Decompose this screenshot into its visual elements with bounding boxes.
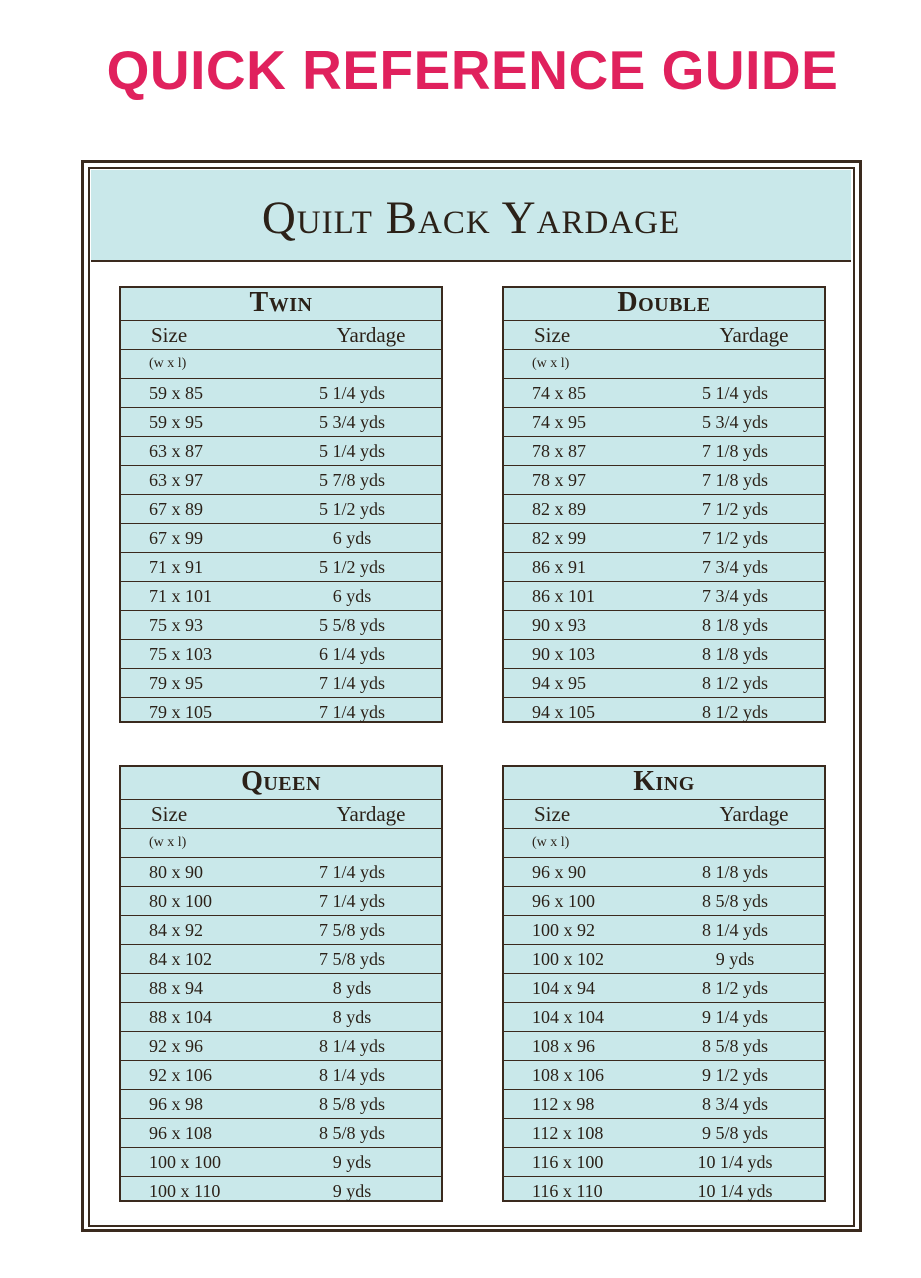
yardage-column-header: Yardage xyxy=(719,802,789,826)
table-row xyxy=(121,1177,441,1206)
yardage-cell: 5 1/2 yds xyxy=(318,557,385,577)
size-column-header: Size xyxy=(151,323,188,347)
yardage-cell: 7 3/4 yds xyxy=(701,586,768,606)
table-row xyxy=(504,1090,824,1119)
table-row xyxy=(504,669,824,698)
king-table xyxy=(502,765,826,1202)
table-header-row xyxy=(504,321,824,350)
yardage-cell: 5 5/8 yds xyxy=(318,615,385,635)
yardage-cell: 7 1/8 yds xyxy=(701,441,768,461)
table-row xyxy=(504,466,824,495)
yardage-cell: 5 3/4 yds xyxy=(318,412,385,432)
dimension-note-row xyxy=(504,350,824,379)
size-cell: 104 x 104 xyxy=(532,1007,604,1027)
size-cell: 108 x 96 xyxy=(532,1036,595,1056)
size-cell: 80 x 100 xyxy=(149,891,212,911)
size-cell: 78 x 87 xyxy=(532,441,586,461)
table-row xyxy=(121,524,441,553)
table-row xyxy=(504,945,824,974)
double-table-title: Double xyxy=(504,288,824,321)
yardage-cell: 6 yds xyxy=(332,586,372,606)
title-banner xyxy=(91,170,851,262)
yardage-cell: 8 3/4 yds xyxy=(701,1094,768,1114)
yardage-column-header: Yardage xyxy=(336,802,406,826)
table-row xyxy=(504,437,824,466)
dimension-note: (w x l) xyxy=(532,356,570,371)
size-cell: 94 x 95 xyxy=(532,673,586,693)
size-cell: 75 x 93 xyxy=(149,615,203,635)
size-cell: 92 x 106 xyxy=(149,1065,212,1085)
table-row xyxy=(504,379,824,408)
size-cell: 63 x 97 xyxy=(149,470,203,490)
table-row xyxy=(121,858,441,887)
page-heading: QUICK REFERENCE GUIDE xyxy=(106,39,839,101)
table-row xyxy=(121,379,441,408)
size-cell: 82 x 99 xyxy=(532,528,586,548)
yardage-cell: 8 yds xyxy=(332,978,372,998)
table-row xyxy=(121,1061,441,1090)
size-cell: 75 x 103 xyxy=(149,644,212,664)
size-cell: 84 x 102 xyxy=(149,949,212,969)
table-row xyxy=(504,887,824,916)
size-cell: 96 x 108 xyxy=(149,1123,212,1143)
yardage-cell: 7 5/8 yds xyxy=(318,949,385,969)
dimension-note: (w x l) xyxy=(149,356,187,371)
table-row xyxy=(121,553,441,582)
size-cell: 116 x 100 xyxy=(532,1152,604,1172)
table-header-row xyxy=(504,800,824,829)
yardage-cell: 7 1/4 yds xyxy=(318,862,385,882)
table-row xyxy=(504,582,824,611)
table-row xyxy=(121,437,441,466)
table-row xyxy=(504,408,824,437)
size-cell: 88 x 104 xyxy=(149,1007,212,1027)
size-cell: 67 x 89 xyxy=(149,499,203,519)
twin-table xyxy=(119,286,443,723)
dimension-note: (w x l) xyxy=(532,835,570,850)
table-row xyxy=(121,611,441,640)
size-cell: 78 x 97 xyxy=(532,470,586,490)
size-cell: 100 x 100 xyxy=(149,1152,221,1172)
table-row xyxy=(121,495,441,524)
table-row xyxy=(504,1177,824,1206)
table-row xyxy=(121,1003,441,1032)
yardage-cell: 7 1/4 yds xyxy=(318,702,385,722)
size-cell: 86 x 91 xyxy=(532,557,586,577)
size-column-header: Size xyxy=(151,802,188,826)
table-row xyxy=(121,669,441,698)
yardage-cell: 9 yds xyxy=(715,949,755,969)
yardage-cell: 8 5/8 yds xyxy=(701,1036,768,1056)
yardage-cell: 5 1/4 yds xyxy=(318,441,385,461)
table-row xyxy=(121,1148,441,1177)
yardage-cell: 9 1/4 yds xyxy=(701,1007,768,1027)
size-cell: 90 x 93 xyxy=(532,615,586,635)
table-row xyxy=(504,524,824,553)
table-row xyxy=(121,1032,441,1061)
yardage-cell: 7 3/4 yds xyxy=(701,557,768,577)
yardage-cell: 8 yds xyxy=(332,1007,372,1027)
size-cell: 71 x 101 xyxy=(149,586,212,606)
size-cell: 59 x 85 xyxy=(149,383,203,403)
yardage-cell: 7 1/4 yds xyxy=(318,673,385,693)
yardage-cell: 6 yds xyxy=(332,528,372,548)
yardage-cell: 7 1/2 yds xyxy=(701,528,768,548)
size-cell: 112 x 98 xyxy=(532,1094,595,1114)
twin-table-title: Twin xyxy=(121,288,441,321)
size-cell: 63 x 87 xyxy=(149,441,203,461)
table-row xyxy=(121,1119,441,1148)
table-row xyxy=(504,1003,824,1032)
yardage-cell: 8 1/4 yds xyxy=(318,1065,385,1085)
size-cell: 86 x 101 xyxy=(532,586,595,606)
table-row xyxy=(121,640,441,669)
yardage-cell: 8 1/2 yds xyxy=(701,702,768,722)
dimension-note: (w x l) xyxy=(149,835,187,850)
table-row xyxy=(121,945,441,974)
size-cell: 100 x 102 xyxy=(532,949,604,969)
double-table xyxy=(502,286,826,723)
size-cell: 100 x 92 xyxy=(532,920,595,940)
table-row xyxy=(504,1061,824,1090)
table-row xyxy=(504,1032,824,1061)
table-row xyxy=(121,582,441,611)
table-row xyxy=(504,611,824,640)
yardage-cell: 7 5/8 yds xyxy=(318,920,385,940)
table-row xyxy=(121,1090,441,1119)
table-row xyxy=(121,916,441,945)
yardage-cell: 9 yds xyxy=(332,1181,372,1201)
yardage-cell: 8 1/8 yds xyxy=(701,862,768,882)
table-row xyxy=(121,887,441,916)
table-row xyxy=(121,974,441,1003)
yardage-cell: 8 1/4 yds xyxy=(701,920,768,940)
size-cell: 84 x 92 xyxy=(149,920,203,940)
yardage-cell: 9 yds xyxy=(332,1152,372,1172)
table-row xyxy=(504,974,824,1003)
size-cell: 82 x 89 xyxy=(532,499,586,519)
queen-table-title: Queen xyxy=(121,767,441,800)
size-cell: 90 x 103 xyxy=(532,644,595,664)
dimension-note-row xyxy=(121,829,441,858)
yardage-cell: 7 1/8 yds xyxy=(701,470,768,490)
table-row xyxy=(504,1148,824,1177)
yardage-cell: 8 1/4 yds xyxy=(318,1036,385,1056)
table-row xyxy=(504,916,824,945)
yardage-cell: 10 1/4 yds xyxy=(697,1181,773,1201)
yardage-cell: 7 1/4 yds xyxy=(318,891,385,911)
table-row xyxy=(121,466,441,495)
yardage-column-header: Yardage xyxy=(719,323,789,347)
size-cell: 80 x 90 xyxy=(149,862,203,882)
queen-table xyxy=(119,765,443,1202)
size-cell: 94 x 105 xyxy=(532,702,595,722)
banner-title: Quilt Back Yardage xyxy=(261,192,681,244)
yardage-cell: 8 1/2 yds xyxy=(701,978,768,998)
size-cell: 88 x 94 xyxy=(149,978,203,998)
yardage-cell: 8 1/8 yds xyxy=(701,644,768,664)
size-cell: 74 x 95 xyxy=(532,412,586,432)
table-row xyxy=(504,858,824,887)
size-column-header: Size xyxy=(534,323,571,347)
table-row xyxy=(504,1119,824,1148)
size-cell: 59 x 95 xyxy=(149,412,203,432)
table-row xyxy=(121,408,441,437)
yardage-cell: 5 1/2 yds xyxy=(318,499,385,519)
table-row xyxy=(504,698,824,727)
size-cell: 67 x 99 xyxy=(149,528,203,548)
table-header-row xyxy=(121,321,441,350)
yardage-cell: 9 5/8 yds xyxy=(701,1123,768,1143)
yardage-cell: 9 1/2 yds xyxy=(701,1065,768,1085)
size-column-header: Size xyxy=(534,802,571,826)
table-row xyxy=(504,495,824,524)
size-cell: 96 x 100 xyxy=(532,891,595,911)
size-cell: 112 x 108 xyxy=(532,1123,604,1143)
yardage-cell: 6 1/4 yds xyxy=(318,644,385,664)
size-cell: 108 x 106 xyxy=(532,1065,604,1085)
yardage-cell: 5 3/4 yds xyxy=(701,412,768,432)
table-header-row xyxy=(121,800,441,829)
table-row xyxy=(121,698,441,727)
size-cell: 100 x 110 xyxy=(149,1181,221,1201)
yardage-cell: 5 1/4 yds xyxy=(318,383,385,403)
king-table-title: King xyxy=(504,767,824,800)
table-row xyxy=(504,640,824,669)
size-cell: 104 x 94 xyxy=(532,978,595,998)
yardage-cell: 8 1/8 yds xyxy=(701,615,768,635)
yardage-cell: 5 1/4 yds xyxy=(701,383,768,403)
size-cell: 96 x 90 xyxy=(532,862,586,882)
dimension-note-row xyxy=(121,350,441,379)
table-row xyxy=(504,553,824,582)
size-cell: 71 x 91 xyxy=(149,557,203,577)
size-cell: 92 x 96 xyxy=(149,1036,203,1056)
yardage-cell: 5 7/8 yds xyxy=(318,470,385,490)
size-cell: 96 x 98 xyxy=(149,1094,203,1114)
size-cell: 79 x 95 xyxy=(149,673,203,693)
yardage-cell: 7 1/2 yds xyxy=(701,499,768,519)
size-cell: 116 x 110 xyxy=(532,1181,603,1201)
dimension-note-row xyxy=(504,829,824,858)
yardage-cell: 8 5/8 yds xyxy=(318,1123,385,1143)
yardage-column-header: Yardage xyxy=(336,323,406,347)
yardage-cell: 8 5/8 yds xyxy=(318,1094,385,1114)
yardage-cell: 8 5/8 yds xyxy=(701,891,768,911)
size-cell: 79 x 105 xyxy=(149,702,212,722)
yardage-cell: 8 1/2 yds xyxy=(701,673,768,693)
size-cell: 74 x 85 xyxy=(532,383,586,403)
yardage-cell: 10 1/4 yds xyxy=(697,1152,773,1172)
